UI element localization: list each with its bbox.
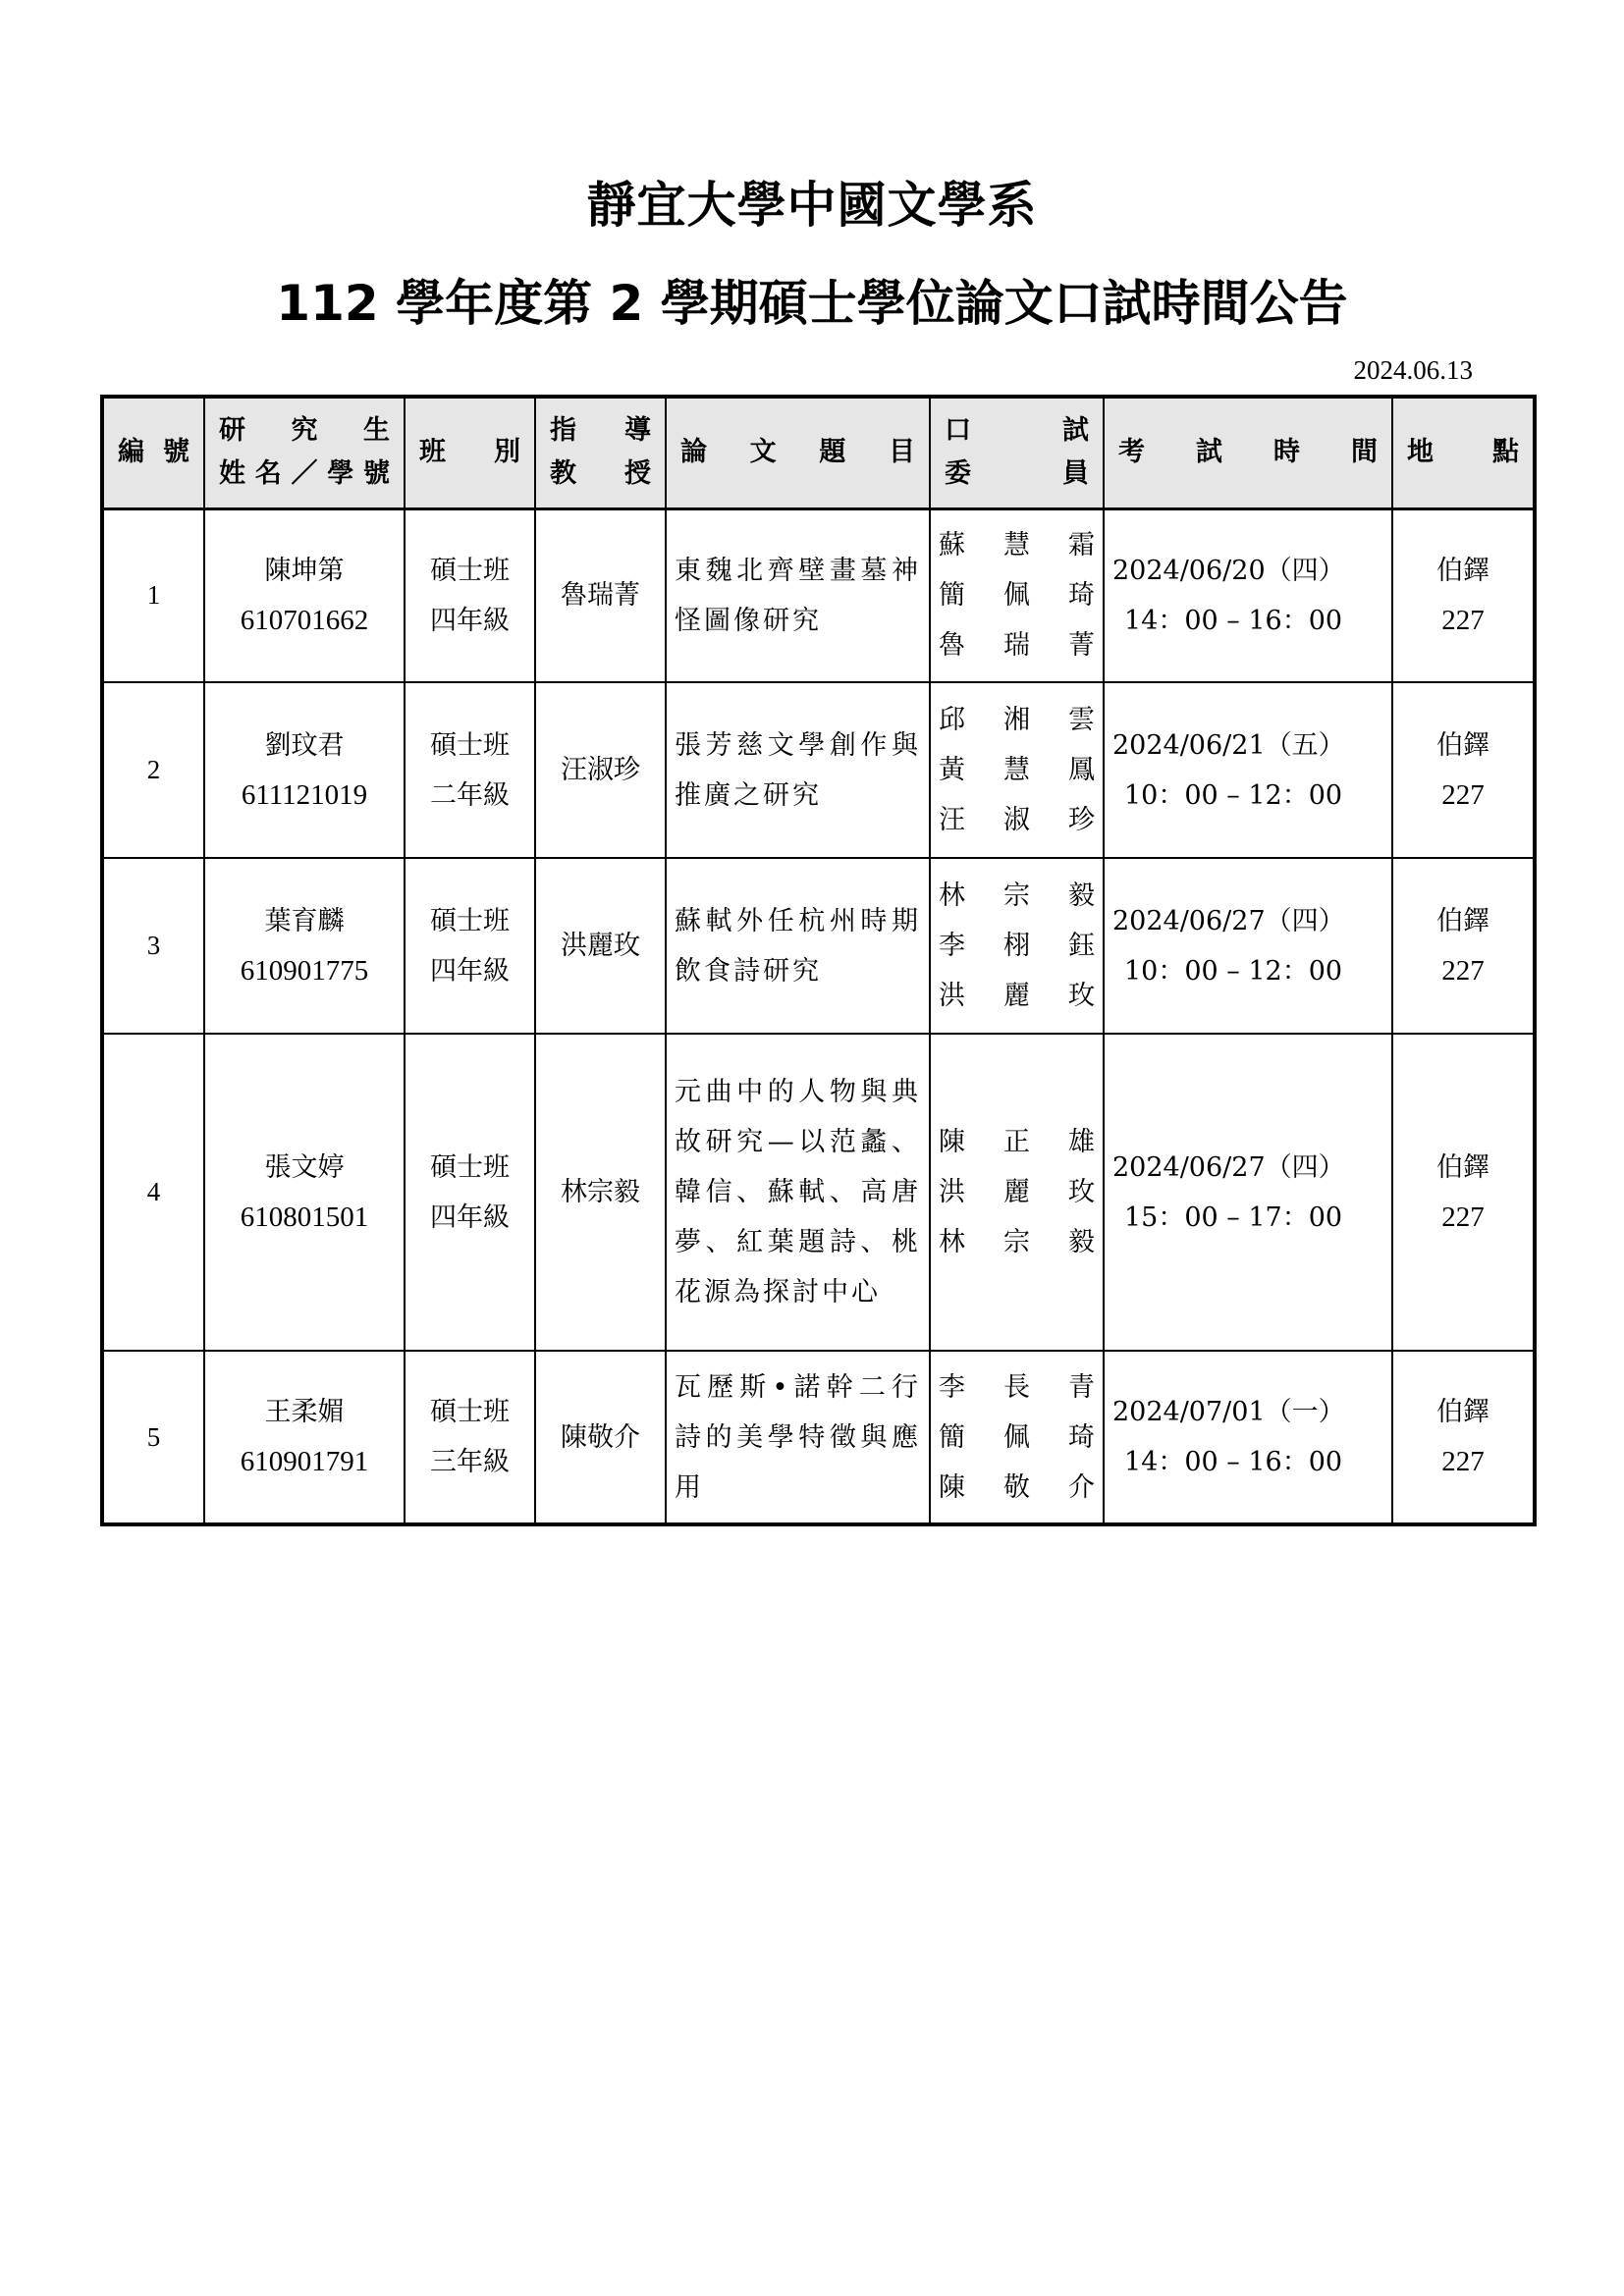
thesis-topic: 張芳慈文學創作與推廣之研究 bbox=[666, 682, 930, 858]
class-cell bbox=[405, 858, 535, 1034]
exam-hours: 14：00 – 16：00 bbox=[1124, 1447, 1343, 1477]
class-cell bbox=[405, 508, 535, 682]
place-cell bbox=[1392, 1351, 1535, 1524]
committee-member: 陳正雄 bbox=[939, 1127, 1095, 1157]
exam-date: 2024/06/21（五） bbox=[1112, 729, 1345, 761]
class-cell bbox=[405, 1034, 535, 1351]
exam-time-cell bbox=[1104, 682, 1392, 858]
page-subtitle: 112 學年度第 2 學期碩士學位論文口試時間公告 bbox=[276, 275, 1348, 332]
student-name: 劉玟君 bbox=[264, 729, 345, 761]
class-program: 碩士班 bbox=[430, 1151, 510, 1183]
committee-cell bbox=[930, 1351, 1104, 1524]
header-advisor-line1: 指 導 bbox=[550, 415, 651, 447]
class-year: 四年級 bbox=[430, 1201, 510, 1233]
exam-date: 2024/06/27（四） bbox=[1112, 905, 1345, 936]
place-room: 227 bbox=[1441, 604, 1485, 636]
page-title: 靜宜大學中國文學系 bbox=[586, 177, 1038, 234]
class-year: 三年級 bbox=[430, 1447, 510, 1477]
committee-cell bbox=[930, 858, 1104, 1034]
defense-schedule-table bbox=[100, 395, 1537, 1526]
student-id: 610901775 bbox=[240, 954, 369, 987]
table-row bbox=[102, 508, 1535, 682]
place-building: 伯鐸 bbox=[1436, 1397, 1489, 1427]
header-student bbox=[204, 397, 405, 508]
class-year: 二年級 bbox=[430, 779, 510, 811]
advisor-cell: 汪淑珍 bbox=[535, 682, 666, 858]
thesis-topic: 瓦歷斯•諾幹二行詩的美學特徵與應用 bbox=[666, 1351, 930, 1524]
committee-member: 簡佩琦 bbox=[939, 1421, 1095, 1453]
committee-cell bbox=[930, 1034, 1104, 1351]
header-class: 班 別 bbox=[405, 397, 535, 508]
place-building: 伯鐸 bbox=[1436, 905, 1489, 936]
thesis-topic: 東魏北齊壁畫墓神怪圖像研究 bbox=[666, 508, 930, 682]
committee-member: 簡佩琦 bbox=[939, 580, 1095, 612]
table-row bbox=[102, 1351, 1535, 1524]
exam-hours: 14：00 – 16：00 bbox=[1124, 605, 1343, 636]
student-name: 王柔媚 bbox=[264, 1397, 345, 1427]
committee-member: 李長青 bbox=[939, 1371, 1095, 1403]
class-program: 碩士班 bbox=[430, 729, 510, 761]
table-row bbox=[102, 682, 1535, 858]
place-room: 227 bbox=[1441, 778, 1485, 811]
header-committee bbox=[930, 397, 1104, 508]
class-year: 四年級 bbox=[430, 605, 510, 636]
student-id: 610801501 bbox=[240, 1201, 369, 1233]
place-cell bbox=[1392, 1034, 1535, 1351]
student-cell bbox=[204, 508, 405, 682]
student-name: 葉育麟 bbox=[264, 905, 345, 936]
committee-member: 汪淑珍 bbox=[939, 805, 1095, 835]
place-room: 227 bbox=[1441, 1201, 1485, 1233]
exam-time-cell bbox=[1104, 858, 1392, 1034]
student-id: 610701662 bbox=[240, 604, 369, 636]
header-place: 地 點 bbox=[1392, 397, 1535, 508]
student-cell bbox=[204, 858, 405, 1034]
committee-member: 陳敬介 bbox=[939, 1471, 1095, 1503]
place-building: 伯鐸 bbox=[1436, 555, 1489, 586]
row-number: 4 bbox=[102, 1034, 204, 1351]
row-number: 2 bbox=[102, 682, 204, 858]
table-header-row bbox=[102, 397, 1535, 508]
header-no: 編號 bbox=[102, 397, 204, 508]
student-id: 611121019 bbox=[241, 778, 368, 811]
exam-hours: 10：00 – 12：00 bbox=[1124, 779, 1343, 811]
committee-member: 洪麗玫 bbox=[939, 981, 1095, 1011]
class-program: 碩士班 bbox=[430, 905, 510, 936]
committee-member: 魯瑞菁 bbox=[939, 630, 1095, 662]
committee-member: 邱湘雲 bbox=[939, 705, 1095, 735]
row-number: 5 bbox=[102, 1351, 204, 1524]
exam-hours: 10：00 – 12：00 bbox=[1124, 955, 1343, 987]
class-cell bbox=[405, 682, 535, 858]
student-cell bbox=[204, 682, 405, 858]
announcement-date: 2024.06.13 bbox=[1353, 355, 1473, 385]
exam-date: 2024/06/27（四） bbox=[1112, 1151, 1345, 1183]
exam-date: 2024/07/01（一） bbox=[1112, 1397, 1345, 1427]
class-program: 碩士班 bbox=[430, 1397, 510, 1427]
advisor-cell: 林宗毅 bbox=[535, 1034, 666, 1351]
header-student-line2: 姓名／學號 bbox=[219, 458, 390, 490]
place-building: 伯鐸 bbox=[1436, 729, 1489, 761]
class-cell bbox=[405, 1351, 535, 1524]
header-committee-line2: 委 員 bbox=[945, 458, 1089, 490]
committee-member: 黃慧鳳 bbox=[939, 755, 1095, 785]
committee-cell bbox=[930, 508, 1104, 682]
committee-member: 林宗毅 bbox=[939, 1227, 1095, 1257]
exam-time-cell bbox=[1104, 1034, 1392, 1351]
exam-time-cell bbox=[1104, 1351, 1392, 1524]
committee-member: 林宗毅 bbox=[939, 881, 1095, 911]
student-name: 張文婷 bbox=[264, 1151, 345, 1183]
committee-member: 蘇慧霜 bbox=[939, 530, 1095, 561]
class-year: 四年級 bbox=[430, 955, 510, 987]
place-building: 伯鐸 bbox=[1436, 1151, 1489, 1183]
table-row bbox=[102, 1034, 1535, 1351]
place-cell bbox=[1392, 508, 1535, 682]
committee-member: 李栩鈺 bbox=[939, 931, 1095, 961]
header-committee-line1: 口 試 bbox=[945, 415, 1089, 447]
place-cell bbox=[1392, 682, 1535, 858]
place-cell bbox=[1392, 858, 1535, 1034]
student-cell bbox=[204, 1351, 405, 1524]
header-advisor bbox=[535, 397, 666, 508]
exam-hours: 15：00 – 17：00 bbox=[1124, 1201, 1343, 1233]
place-room: 227 bbox=[1441, 1446, 1485, 1477]
thesis-topic: 蘇軾外任杭州時期飲食詩研究 bbox=[666, 858, 930, 1034]
exam-date: 2024/06/20（四） bbox=[1112, 555, 1345, 586]
student-name: 陳坤第 bbox=[264, 555, 345, 586]
header-student-line1: 研 究 生 bbox=[219, 415, 390, 447]
header-topic: 論 文 題 目 bbox=[666, 397, 930, 508]
thesis-topic: 元曲中的人物與典故研究—以范蠡、韓信、蘇軾、高唐夢、紅葉題詩、桃花源為探討中心 bbox=[666, 1034, 930, 1351]
student-cell bbox=[204, 1034, 405, 1351]
class-program: 碩士班 bbox=[430, 555, 510, 586]
committee-cell bbox=[930, 682, 1104, 858]
header-advisor-line2: 教 授 bbox=[550, 458, 651, 490]
advisor-cell: 陳敬介 bbox=[535, 1351, 666, 1524]
place-room: 227 bbox=[1441, 954, 1485, 987]
row-number: 1 bbox=[102, 508, 204, 682]
row-number: 3 bbox=[102, 858, 204, 1034]
advisor-cell: 魯瑞菁 bbox=[535, 508, 666, 682]
student-id: 610901791 bbox=[240, 1446, 369, 1477]
committee-member: 洪麗玫 bbox=[939, 1177, 1095, 1207]
table-row bbox=[102, 858, 1535, 1034]
header-time: 考 試 時 間 bbox=[1104, 397, 1392, 508]
advisor-cell: 洪麗玫 bbox=[535, 858, 666, 1034]
exam-time-cell bbox=[1104, 508, 1392, 682]
